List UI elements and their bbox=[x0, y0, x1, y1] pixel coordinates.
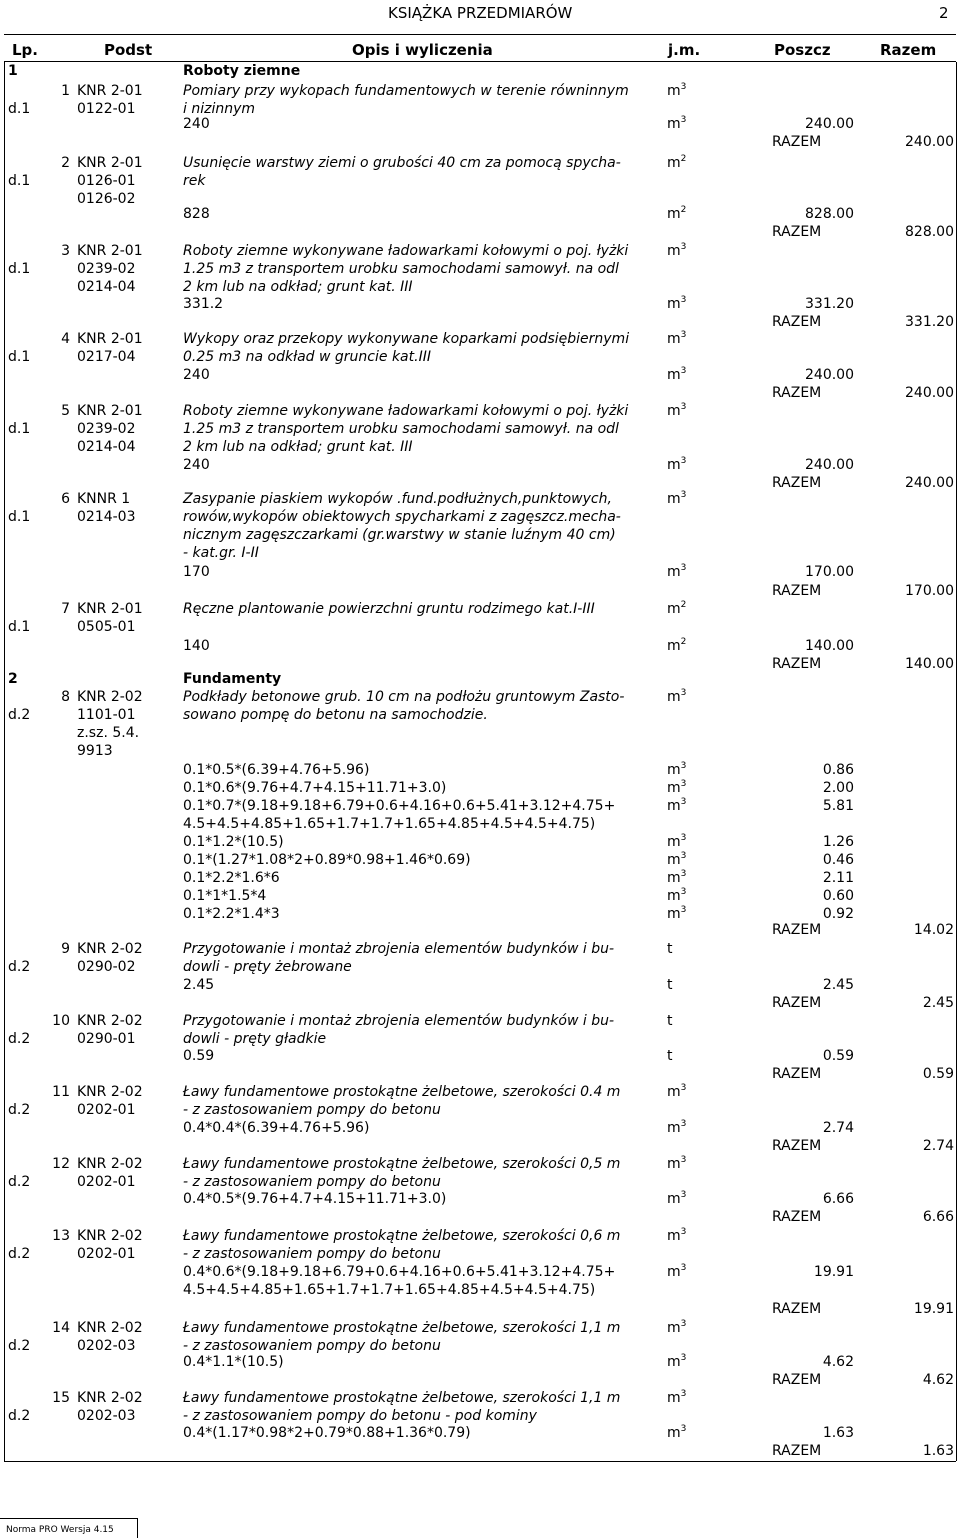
item-unit-base: m bbox=[667, 1320, 681, 1336]
item-basis-line: 0126-02 bbox=[77, 191, 136, 207]
col-poszcz-header: Poszcz bbox=[774, 41, 831, 59]
item-basis-line: 0239-02 bbox=[77, 261, 136, 277]
calc-expression: 240 bbox=[183, 116, 210, 132]
calc-unit bbox=[667, 1424, 686, 1442]
calc-expression: 4.5+4.5+4.85+1.65+1.7+1.7+1.65+4.85+4.5+4.5+4.75) bbox=[183, 1282, 596, 1298]
calc-unit bbox=[667, 563, 686, 581]
calc-value: 140.00 bbox=[805, 638, 854, 654]
item-description-line: Wykopy oraz przekopy wykonywane koparkami podsiębiernymi bbox=[183, 331, 630, 347]
item-basis-line: 0202-01 bbox=[77, 1102, 136, 1118]
item-basis-line: KNR 2-02 bbox=[77, 1390, 143, 1406]
item-description-line: - z zastosowaniem pompy do betonu - pod kominy bbox=[183, 1408, 537, 1424]
calc-unit-base: m bbox=[667, 762, 681, 778]
calc-unit-exponent: 3 bbox=[680, 1190, 687, 1200]
item-unit-exponent: 3 bbox=[680, 402, 687, 412]
calc-unit bbox=[667, 851, 686, 869]
item-description-line: - z zastosowaniem pompy do betonu bbox=[183, 1174, 441, 1190]
item-description-line: dowli - pręty żebrowane bbox=[183, 959, 352, 975]
calc-value: 1.63 bbox=[822, 1425, 854, 1441]
item-lp: 6 bbox=[61, 491, 70, 507]
item-description-line: Roboty ziemne wykonywane ładowarkami kołowymi o poj. łyżki bbox=[183, 243, 629, 259]
razem-label: RAZEM bbox=[772, 1301, 822, 1317]
item-lp: 10 bbox=[52, 1013, 70, 1029]
item-unit-base: m bbox=[667, 243, 681, 259]
calc-unit bbox=[667, 1263, 686, 1281]
razem-value: 828.00 bbox=[905, 224, 954, 240]
calc-value: 0.92 bbox=[822, 906, 854, 922]
razem-value: 331.20 bbox=[905, 314, 954, 330]
razem-label: RAZEM bbox=[772, 1066, 822, 1082]
calc-expression: 0.1*2.2*1.6*6 bbox=[183, 870, 280, 886]
calc-expression: 0.1*(1.27*1.08*2+0.89*0.98+1.46*0.69) bbox=[183, 852, 471, 868]
razem-label: RAZEM bbox=[772, 1372, 822, 1388]
item-basis-line: KNR 2-01 bbox=[77, 243, 143, 259]
item-basis-line: KNR 2-02 bbox=[77, 1156, 143, 1172]
razem-value: 14.02 bbox=[913, 922, 954, 938]
right-border bbox=[956, 62, 957, 1461]
item-lp: 13 bbox=[52, 1228, 70, 1244]
item-lp: 4 bbox=[61, 331, 70, 347]
item-unit bbox=[667, 82, 686, 100]
item-description-line: dowli - pręty gładkie bbox=[183, 1031, 327, 1047]
item-basis-line: 0202-03 bbox=[77, 1408, 136, 1424]
calc-unit-exponent: 3 bbox=[680, 761, 687, 771]
razem-value: 19.91 bbox=[913, 1301, 954, 1317]
item-description-line: Ławy fundamentowe prostokątne żelbetowe, szerokości 0.4 m bbox=[183, 1084, 621, 1100]
col-podst-header: Podst bbox=[104, 41, 153, 59]
calc-unit-exponent: 3 bbox=[680, 563, 687, 573]
item-unit-base: m bbox=[667, 1228, 681, 1244]
calc-expression: 0.1*0.6*(9.76+4.7+4.15+11.71+3.0) bbox=[183, 780, 447, 796]
razem-value: 4.62 bbox=[922, 1372, 954, 1388]
item-basis-line: 0214-04 bbox=[77, 279, 136, 295]
calc-value: 0.86 bbox=[822, 762, 854, 778]
calc-expression: 2.45 bbox=[183, 977, 215, 993]
item-basis-line: 0290-01 bbox=[77, 1031, 136, 1047]
item-unit-exponent: 3 bbox=[680, 1389, 687, 1399]
calc-expression: 0.1*2.2*1.4*3 bbox=[183, 906, 280, 922]
calc-value: 331.20 bbox=[805, 296, 854, 312]
item-lp-division: d.1 bbox=[8, 261, 31, 277]
item-unit-exponent: 3 bbox=[680, 688, 687, 698]
item-description-line: - kat.gr. I-II bbox=[183, 545, 259, 561]
calc-expression: 240 bbox=[183, 367, 210, 383]
calc-expression: 0.1*0.7*(9.18+9.18+6.79+0.6+4.16+0.6+5.41+3.12+4.75+ bbox=[183, 798, 616, 814]
razem-label: RAZEM bbox=[772, 475, 822, 491]
item-lp-division: d.1 bbox=[8, 509, 31, 525]
calc-unit bbox=[667, 366, 686, 384]
item-basis-line: 1101-01 bbox=[77, 707, 136, 723]
document-title: KSIĄŻKA PRZEDMIARÓW bbox=[388, 4, 573, 22]
item-basis-line: 0122-01 bbox=[77, 101, 136, 117]
item-unit-exponent: 3 bbox=[680, 242, 687, 252]
calc-expression: 0.1*1.2*(10.5) bbox=[183, 834, 284, 850]
item-basis-line: 0214-03 bbox=[77, 509, 136, 525]
item-basis-line: KNR 2-02 bbox=[77, 941, 143, 957]
calc-unit-exponent: 2 bbox=[680, 637, 687, 647]
calc-expression: 0.4*0.6*(9.18+9.18+6.79+0.6+4.16+0.6+5.41+3.12+4.75+ bbox=[183, 1264, 616, 1280]
calc-value: 2.00 bbox=[822, 780, 854, 796]
header-top-rule bbox=[4, 34, 956, 35]
item-basis-line: 0214-04 bbox=[77, 439, 136, 455]
calc-value: 1.26 bbox=[822, 834, 854, 850]
razem-value: 2.74 bbox=[922, 1138, 954, 1154]
calc-value: 0.46 bbox=[822, 852, 854, 868]
item-description-line: Ławy fundamentowe prostokątne żelbetowe, szerokości 1,1 m bbox=[183, 1320, 621, 1336]
razem-value: 240.00 bbox=[905, 385, 954, 401]
razem-value: 1.63 bbox=[922, 1443, 954, 1459]
calc-unit-exponent: 3 bbox=[680, 833, 687, 843]
razem-label: RAZEM bbox=[772, 583, 822, 599]
item-basis-line: KNR 2-02 bbox=[77, 1013, 143, 1029]
item-unit-base: m bbox=[667, 83, 681, 99]
item-lp-division: d.1 bbox=[8, 101, 31, 117]
calc-unit-base: m bbox=[667, 780, 681, 796]
razem-label: RAZEM bbox=[772, 385, 822, 401]
calc-value: 240.00 bbox=[805, 457, 854, 473]
calc-unit-exponent: 3 bbox=[680, 797, 687, 807]
item-basis-line: 9913 bbox=[77, 743, 113, 759]
calc-expression: 170 bbox=[183, 564, 210, 580]
calc-unit-exponent: 3 bbox=[680, 295, 687, 305]
item-unit-exponent: 3 bbox=[680, 330, 687, 340]
item-basis-line: 0290-02 bbox=[77, 959, 136, 975]
calc-unit-exponent: 3 bbox=[680, 905, 687, 915]
calc-value: 5.81 bbox=[822, 798, 854, 814]
footer-software-version: Norma PRO Wersja 4.15 bbox=[6, 1525, 114, 1535]
item-lp: 12 bbox=[52, 1156, 70, 1172]
calc-unit-exponent: 3 bbox=[680, 1424, 687, 1434]
calc-unit-base: m bbox=[667, 457, 681, 473]
item-description-line: 2 km lub na odkład; grunt kat. III bbox=[183, 279, 413, 295]
item-description-line: Ręczne plantowanie powierzchni gruntu rodzimego kat.I-III bbox=[183, 601, 595, 617]
col-jm-header: j.m. bbox=[668, 41, 701, 59]
item-unit bbox=[667, 402, 686, 420]
calc-unit bbox=[667, 1353, 686, 1371]
item-basis-line: KNR 2-02 bbox=[77, 689, 143, 705]
calc-unit-base: m bbox=[667, 888, 681, 904]
calc-unit-exponent: 3 bbox=[680, 887, 687, 897]
razem-value: 0.59 bbox=[922, 1066, 954, 1082]
item-description-line: 0.25 m3 na odkład w gruncie kat.III bbox=[183, 349, 431, 365]
calc-unit-exponent: 3 bbox=[680, 115, 687, 125]
calc-expression: 240 bbox=[183, 457, 210, 473]
item-description-line: Usunięcie warstwy ziemi o grubości 40 cm za pomocą spycha- bbox=[183, 155, 621, 171]
item-lp-division: d.1 bbox=[8, 349, 31, 365]
col-lp-header: Lp. bbox=[12, 41, 38, 59]
calc-unit bbox=[667, 779, 686, 797]
item-unit-base: t bbox=[667, 941, 673, 957]
item-unit bbox=[667, 1083, 686, 1101]
calc-expression: 331.2 bbox=[183, 296, 224, 312]
calc-unit-exponent: 3 bbox=[680, 1119, 687, 1129]
item-description-line: Pomiary przy wykopach fundamentowych w terenie równinnym bbox=[183, 83, 629, 99]
razem-label: RAZEM bbox=[772, 314, 822, 330]
calc-unit bbox=[667, 761, 686, 779]
item-description-line: rowów,wykopów obiektowych spycharkami z zagęszcz.mecha- bbox=[183, 509, 621, 525]
item-unit-base: m bbox=[667, 601, 681, 617]
item-unit bbox=[667, 1319, 686, 1337]
item-description-line: i nizinnym bbox=[183, 101, 256, 117]
item-lp-division: d.1 bbox=[8, 173, 31, 189]
item-basis-line: KNR 2-02 bbox=[77, 1320, 143, 1336]
left-border bbox=[4, 62, 5, 1461]
razem-label: RAZEM bbox=[772, 134, 822, 150]
item-lp-division: d.2 bbox=[8, 1246, 31, 1262]
item-lp-division: d.2 bbox=[8, 1408, 31, 1424]
razem-label: RAZEM bbox=[772, 224, 822, 240]
calc-unit-base: m bbox=[667, 852, 681, 868]
calc-unit bbox=[667, 1047, 673, 1065]
razem-label: RAZEM bbox=[772, 1209, 822, 1225]
item-description-line: Ławy fundamentowe prostokątne żelbetowe, szerokości 1,1 m bbox=[183, 1390, 621, 1406]
item-unit-exponent: 2 bbox=[680, 600, 687, 610]
calc-unit-base: m bbox=[667, 870, 681, 886]
col-razem-header: Razem bbox=[880, 41, 937, 59]
item-unit bbox=[667, 1012, 673, 1030]
item-lp: 7 bbox=[61, 601, 70, 617]
item-lp-division: d.1 bbox=[8, 619, 31, 635]
item-unit-exponent: 3 bbox=[680, 1227, 687, 1237]
calc-expression: 0.4*(1.17*0.98*2+0.79*0.88+1.36*0.79) bbox=[183, 1425, 471, 1441]
calc-unit bbox=[667, 905, 686, 923]
item-description-line: - z zastosowaniem pompy do betonu bbox=[183, 1102, 441, 1118]
calc-unit-base: m bbox=[667, 1120, 681, 1136]
calc-unit-base: m bbox=[667, 1354, 681, 1370]
razem-value: 2.45 bbox=[922, 995, 954, 1011]
item-description-line: Zasypanie piaskiem wykopów .fund.podłużnych,punktowych, bbox=[183, 491, 612, 507]
item-unit-base: m bbox=[667, 1390, 681, 1406]
item-unit-exponent: 3 bbox=[680, 1319, 687, 1329]
calc-unit-exponent: 3 bbox=[680, 366, 687, 376]
item-description-line: 1.25 m3 z transportem urobku samochodami samowył. na odl bbox=[183, 421, 619, 437]
calc-unit bbox=[667, 797, 686, 815]
item-description-line: rek bbox=[183, 173, 206, 189]
calc-value: 2.74 bbox=[822, 1120, 854, 1136]
calc-value: 2.11 bbox=[822, 870, 854, 886]
item-unit-base: m bbox=[667, 1084, 681, 1100]
item-basis-line: KNR 2-02 bbox=[77, 1228, 143, 1244]
item-description-line: Przygotowanie i montaż zbrojenia elementów budynków i bu- bbox=[183, 941, 615, 957]
item-unit bbox=[667, 490, 686, 508]
calc-unit-exponent: 3 bbox=[680, 456, 687, 466]
calc-expression: 0.1*0.5*(6.39+4.76+5.96) bbox=[183, 762, 370, 778]
item-unit-exponent: 3 bbox=[680, 1083, 687, 1093]
item-lp: 3 bbox=[61, 243, 70, 259]
item-unit bbox=[667, 940, 673, 958]
item-basis-line: 0202-03 bbox=[77, 1338, 136, 1354]
calc-unit-base: m bbox=[667, 116, 681, 132]
item-basis-line: z.sz. 5.4. bbox=[77, 725, 140, 741]
calc-value: 19.91 bbox=[813, 1264, 854, 1280]
razem-label: RAZEM bbox=[772, 1138, 822, 1154]
calc-unit-base: m bbox=[667, 564, 681, 580]
item-description-line: nicznym zagęszczarkami (gr.warstwy w stanie luźnym 40 cm) bbox=[183, 527, 616, 543]
item-unit-base: m bbox=[667, 331, 681, 347]
calc-unit-exponent: 3 bbox=[680, 1263, 687, 1273]
razem-label: RAZEM bbox=[772, 922, 822, 938]
calc-unit-exponent: 2 bbox=[680, 205, 687, 215]
calc-unit bbox=[667, 976, 673, 994]
item-lp: 8 bbox=[61, 689, 70, 705]
calc-value: 240.00 bbox=[805, 367, 854, 383]
table-bottom-rule bbox=[4, 1461, 956, 1462]
item-basis-line: 0217-04 bbox=[77, 349, 136, 365]
item-unit bbox=[667, 1155, 686, 1173]
calc-unit-base: m bbox=[667, 1264, 681, 1280]
razem-value: 170.00 bbox=[905, 583, 954, 599]
item-lp: 9 bbox=[61, 941, 70, 957]
item-description-line: Ławy fundamentowe prostokątne żelbetowe, szerokości 0,5 m bbox=[183, 1156, 621, 1172]
item-basis-line: 0505-01 bbox=[77, 619, 136, 635]
item-lp-division: d.2 bbox=[8, 1031, 31, 1047]
item-lp: 2 bbox=[61, 155, 70, 171]
item-unit-base: m bbox=[667, 155, 681, 171]
calc-value: 2.45 bbox=[822, 977, 854, 993]
calc-unit bbox=[667, 456, 686, 474]
calc-expression: 0.4*0.5*(9.76+4.7+4.15+11.71+3.0) bbox=[183, 1191, 447, 1207]
calc-unit-base: m bbox=[667, 367, 681, 383]
razem-label: RAZEM bbox=[772, 1443, 822, 1459]
item-basis-line: KNR 2-01 bbox=[77, 155, 143, 171]
item-description-line: - z zastosowaniem pompy do betonu bbox=[183, 1246, 441, 1262]
calc-unit-base: m bbox=[667, 206, 681, 222]
calc-unit-base: m bbox=[667, 834, 681, 850]
item-basis-line: 0239-02 bbox=[77, 421, 136, 437]
calc-value: 4.62 bbox=[822, 1354, 854, 1370]
calc-unit-exponent: 3 bbox=[680, 851, 687, 861]
calc-unit-base: m bbox=[667, 296, 681, 312]
calc-unit-exponent: 3 bbox=[680, 779, 687, 789]
item-lp: 1 bbox=[61, 83, 70, 99]
item-lp-division: d.2 bbox=[8, 1338, 31, 1354]
calc-expression: 0.59 bbox=[183, 1048, 215, 1064]
section-title: Fundamenty bbox=[183, 671, 282, 687]
razem-value: 140.00 bbox=[905, 656, 954, 672]
calc-unit bbox=[667, 205, 686, 223]
section-title: Roboty ziemne bbox=[183, 63, 301, 79]
item-lp: 5 bbox=[61, 403, 70, 419]
item-unit bbox=[667, 688, 686, 706]
calc-expression: 140 bbox=[183, 638, 210, 654]
item-description-line: sowano pompę do betonu na samochodzie. bbox=[183, 707, 488, 723]
calc-value: 240.00 bbox=[805, 116, 854, 132]
calc-unit-base: m bbox=[667, 1425, 681, 1441]
header-bottom-rule bbox=[4, 61, 956, 62]
item-unit-base: m bbox=[667, 403, 681, 419]
calc-expression: 4.5+4.5+4.85+1.65+1.7+1.7+1.65+4.85+4.5+4.5+4.75) bbox=[183, 816, 596, 832]
item-basis-line: KNR 2-02 bbox=[77, 1084, 143, 1100]
item-unit-base: m bbox=[667, 491, 681, 507]
item-description-line: Przygotowanie i montaż zbrojenia elementów budynków i bu- bbox=[183, 1013, 615, 1029]
calc-unit bbox=[667, 637, 686, 655]
item-unit bbox=[667, 154, 686, 172]
razem-value: 240.00 bbox=[905, 134, 954, 150]
item-unit bbox=[667, 600, 686, 618]
item-unit-exponent: 3 bbox=[680, 82, 687, 92]
item-lp-division: d.2 bbox=[8, 707, 31, 723]
calc-unit bbox=[667, 1119, 686, 1137]
calc-expression: 828 bbox=[183, 206, 210, 222]
calc-value: 0.60 bbox=[822, 888, 854, 904]
item-unit-exponent: 3 bbox=[680, 1155, 687, 1165]
item-basis-line: KNNR 1 bbox=[77, 491, 131, 507]
calc-value: 6.66 bbox=[822, 1191, 854, 1207]
item-description-line: 2 km lub na odkład; grunt kat. III bbox=[183, 439, 413, 455]
item-basis-line: 0202-01 bbox=[77, 1246, 136, 1262]
calc-unit-base: m bbox=[667, 798, 681, 814]
item-basis-line: KNR 2-01 bbox=[77, 83, 143, 99]
item-lp-division: d.2 bbox=[8, 1102, 31, 1118]
calc-unit bbox=[667, 887, 686, 905]
item-description-line: 1.25 m3 z transportem urobku samochodami samowył. na odl bbox=[183, 261, 619, 277]
item-description-line: - z zastosowaniem pompy do betonu bbox=[183, 1338, 441, 1354]
item-description-line: Roboty ziemne wykonywane ładowarkami kołowymi o poj. łyżki bbox=[183, 403, 629, 419]
calc-unit-base: t bbox=[667, 977, 673, 993]
item-lp: 15 bbox=[52, 1390, 70, 1406]
item-unit bbox=[667, 242, 686, 260]
item-lp-division: d.2 bbox=[8, 959, 31, 975]
calc-value: 828.00 bbox=[805, 206, 854, 222]
calc-unit-exponent: 3 bbox=[680, 1353, 687, 1363]
item-lp-division: d.2 bbox=[8, 1174, 31, 1190]
item-description-line: Ławy fundamentowe prostokątne żelbetowe, szerokości 0,6 m bbox=[183, 1228, 621, 1244]
calc-value: 0.59 bbox=[822, 1048, 854, 1064]
calc-unit-base: m bbox=[667, 1191, 681, 1207]
item-lp: 14 bbox=[52, 1320, 70, 1336]
calc-expression: 0.4*0.4*(6.39+4.76+5.96) bbox=[183, 1120, 370, 1136]
section-number: 1 bbox=[8, 63, 18, 79]
calc-expression: 0.4*1.1*(10.5) bbox=[183, 1354, 284, 1370]
calc-unit bbox=[667, 833, 686, 851]
calc-unit-base: m bbox=[667, 906, 681, 922]
page-number: 2 bbox=[939, 4, 949, 22]
calc-unit bbox=[667, 115, 686, 133]
calc-expression: 0.1*1*1.5*4 bbox=[183, 888, 267, 904]
item-basis-line: KNR 2-01 bbox=[77, 403, 143, 419]
calc-unit bbox=[667, 1190, 686, 1208]
razem-label: RAZEM bbox=[772, 656, 822, 672]
calc-unit-base: t bbox=[667, 1048, 673, 1064]
item-basis-line: 0126-01 bbox=[77, 173, 136, 189]
item-lp: 11 bbox=[52, 1084, 70, 1100]
item-unit-exponent: 3 bbox=[680, 490, 687, 500]
item-unit bbox=[667, 330, 686, 348]
item-unit-base: m bbox=[667, 689, 681, 705]
item-basis-line: KNR 2-01 bbox=[77, 601, 143, 617]
razem-label: RAZEM bbox=[772, 995, 822, 1011]
item-unit bbox=[667, 1227, 686, 1245]
item-unit bbox=[667, 1389, 686, 1407]
item-description-line: Podkłady betonowe grub. 10 cm na podłożu gruntowym Zasto- bbox=[183, 689, 625, 705]
col-opis-header: Opis i wyliczenia bbox=[352, 41, 493, 59]
section-number: 2 bbox=[8, 671, 18, 687]
item-unit-exponent: 2 bbox=[680, 154, 687, 164]
calc-unit-base: m bbox=[667, 638, 681, 654]
razem-value: 6.66 bbox=[922, 1209, 954, 1225]
calc-value: 170.00 bbox=[805, 564, 854, 580]
item-basis-line: KNR 2-01 bbox=[77, 331, 143, 347]
calc-unit bbox=[667, 295, 686, 313]
item-basis-line: 0202-01 bbox=[77, 1174, 136, 1190]
item-lp-division: d.1 bbox=[8, 421, 31, 437]
razem-value: 240.00 bbox=[905, 475, 954, 491]
item-unit-base: t bbox=[667, 1013, 673, 1029]
calc-unit-exponent: 3 bbox=[680, 869, 687, 879]
calc-unit bbox=[667, 869, 686, 887]
item-unit-base: m bbox=[667, 1156, 681, 1172]
